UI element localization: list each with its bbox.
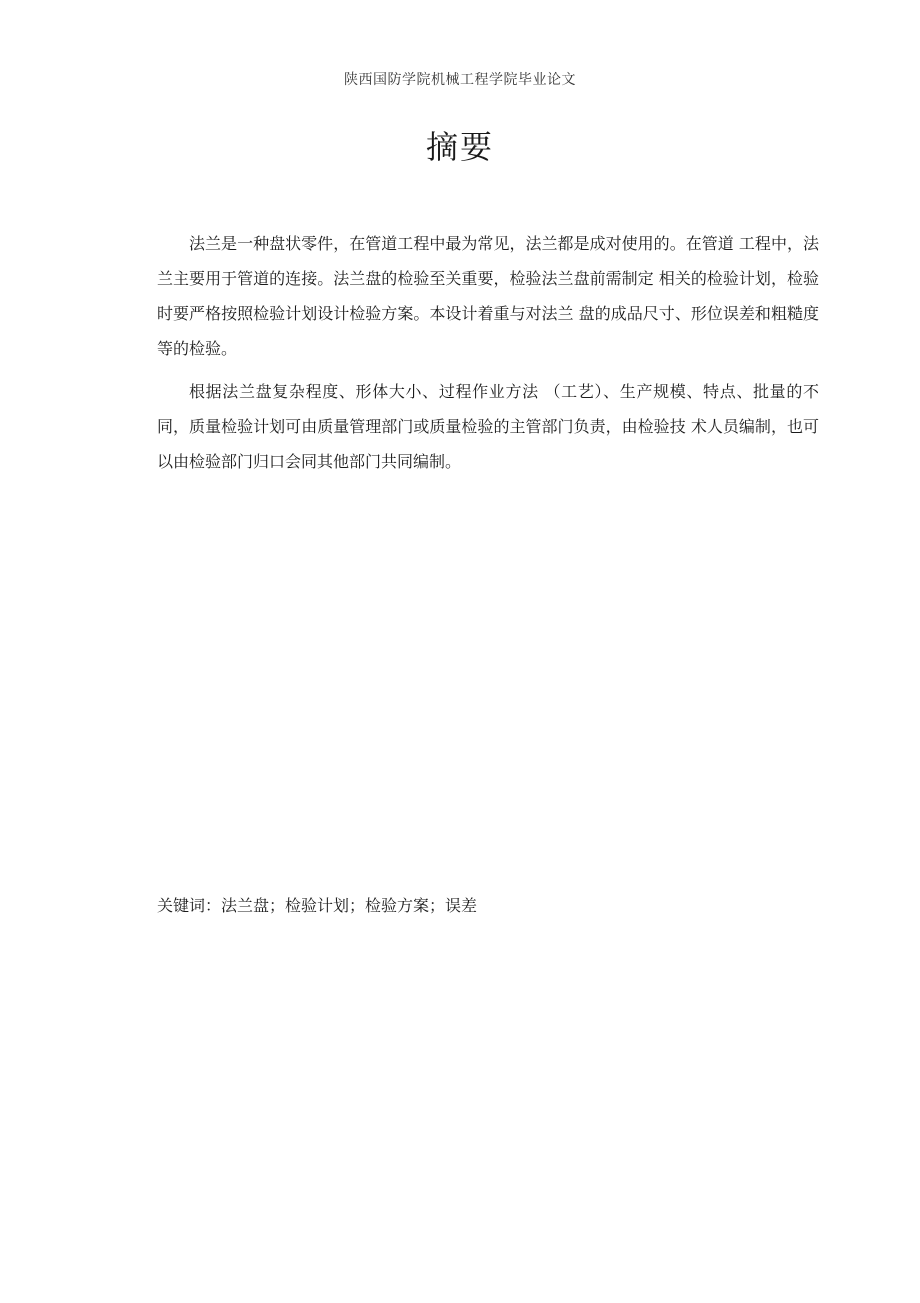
page-title: 摘要	[425, 128, 494, 166]
abstract-paragraph-1: 法兰是一种盘状零件，在管道工程中最为常见，法兰都是成对使用的。在管道 工程中，法兰主要用于管道的连接。法兰盘的检验至关重要，检验法兰盘前需制定 相关的检验计划，检验时要严格按照检验计划设计检验方案。本设计着重与对法兰 盘的成品尺寸、形位误差和粗糙度等的检验。	[157, 234, 819, 358]
abstract-body	[157, 226, 819, 487]
keywords-line: 关键词：法兰盘；检验计划；检验方案；误差	[157, 896, 478, 915]
abstract-paragraph-2: 根据法兰盘复杂程度、形体大小、过程作业方法 （工艺）、生产规模、特点、批量的不同，质量检验计划可由质量管理部门或质量检验的主管部门负责，由检验技 术人员编制，也可以由检验部门归口会同其他部门共同编制。	[157, 382, 819, 471]
running-header: 陕西国防学院机械工程学院毕业论文	[344, 72, 576, 88]
